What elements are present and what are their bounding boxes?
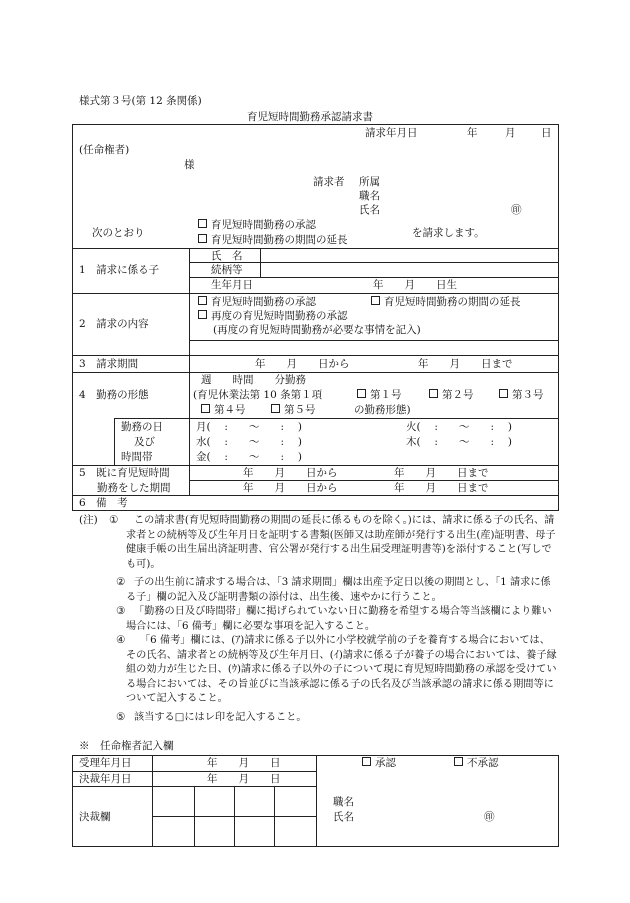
workdays-label-3: 時間帯 [121,451,153,463]
monday-hours: 月( : ～ : ) [196,421,302,433]
reapproval-note: (再度の育児短時間勤務が必要な事情を記入) [213,324,421,336]
form-type-4[interactable]: 第４号 [201,404,246,416]
workdays-label-2: 及び [134,436,155,448]
checkbox[interactable] [271,404,280,413]
form-type-2[interactable]: 第２号 [429,389,474,401]
job-title-label: 職名 [359,190,380,202]
checkbox[interactable] [362,757,371,766]
honorific-sama: 様 [184,159,195,171]
notes-prefix: (注) [79,514,98,526]
note-3-number: ③ [116,605,126,617]
form-title: 育児短時間勤務承認請求書 [247,111,373,123]
disapprove-option[interactable]: 不承認 [454,757,499,769]
note-1: この請求書(育児短時間勤務の期間の延長に係るものを除く。)には、請求に係る子の氏名、請求者との続柄等及び生年月日を証明する書類(医師又は助産師が発行する出生(産)証明書、母子健康手帳の出生届出済証明書、官公署が発行する出生届受理証明書等)を添付すること(写しでも可)。 [126,515,556,570]
received-date-value: 年 月 日 [207,757,281,769]
checkbox[interactable] [198,234,207,243]
wednesday-hours: 水( : ～ : ) [196,436,302,448]
name-label: 氏名 [359,204,380,216]
note-5-number: ⑤ [116,711,126,723]
admin-heading: ※ 任命権者記入欄 [79,740,174,752]
approval-column-label: 決裁欄 [79,811,111,823]
section-6-label: 6 備 考 [79,497,128,509]
note-3: 「勤務の日及び時間帯」欄に掲げられていない日に勤務を希望する場合等当該欄により難い場合には、「6 備考」欄に必要な事項を記入すること。 [126,606,552,632]
section-5-label-2: 勤務をした期間 [97,482,171,494]
request-date-day: 日 [541,127,552,139]
request-date-label: 請求年月日 [365,127,418,139]
friday-hours: 金( : ～ : ) [196,451,302,463]
checkbox[interactable] [198,219,207,228]
tuesday-hours: 火( : ～ : ) [406,421,512,433]
checkbox[interactable] [357,389,366,398]
checkbox[interactable] [429,389,438,398]
checkbox[interactable] [454,757,463,766]
section-3-label: 3 請求期間 [79,358,139,370]
affiliation-label: 所属 [359,176,380,188]
checkbox[interactable] [198,296,207,305]
request-date-year: 年 [467,127,478,139]
appointing-authority-label: (任命権者) [79,144,130,156]
child-birthdate-label: 生年月日 [211,279,253,291]
section-1-label: 1 請求に係る子 [79,264,160,276]
section-4-label: 4 勤務の形態 [79,389,149,401]
note-2-number: ② [116,576,126,588]
past-period-2-from: 年 月 日から [243,482,338,494]
seal-mark: ㊞ [511,204,522,216]
thursday-hours: 木( : ～ : ) [406,436,512,448]
received-date-label: 受理年月日 [79,757,132,769]
decision-date-value: 年 月 日 [207,773,281,785]
form-type-3[interactable]: 第３号 [499,389,544,401]
checkbox[interactable] [499,389,508,398]
section-5-label-1: 5 既に育児短時間 [79,467,170,479]
period-from: 年 月 日から [255,358,350,370]
note-2: 子の出生前に請求する場合は、「3 請求期間」欄は出産予定日以後の期間とし、「1 請求に係る子」欄の記入及び証明書類の添付は、出生後、速やかに行うこと。 [126,577,551,603]
as-follows-label: 次のとおり [92,227,145,239]
past-period-1-to: 年 月 日まで [394,467,489,479]
note-4: 「6 備考」欄には、(ｱ)請求に係る子以外に小学校就学前の子を養育する場合においては、その氏名、請求者との続柄等及び生年月日、(ｲ)請求に係る子が養子の場合においては、養子縁組の効力が生じた日、(ｳ)請求に係る子以外の子について現に育児短時間勤務の承認を受けている場合においては、その旨並びに当該承認に係る子の氏名及び当該承認の請求に係る期間等について記入すること。 [126,635,557,705]
child-birthdate-value: 年 月 日生 [373,279,457,291]
admin-seal-mark: ㊞ [484,811,495,823]
form-type-1[interactable]: 第１号 [357,389,402,401]
child-relation-label: 続柄等 [211,264,243,276]
law-reference: (育児休業法第 10 条第１項 [193,389,323,401]
content-option-extension[interactable]: 育児短時間勤務の期間の延長 [371,296,521,308]
requester-label: 請求者 [313,176,345,188]
past-period-1-from: 年 月 日から [243,467,338,479]
past-period-2-to: 年 月 日まで [394,482,489,494]
admin-name-label: 氏名 [333,811,354,823]
approve-option[interactable]: 承認 [362,757,396,769]
section-2-label: 2 請求の内容 [79,318,149,330]
checkbox[interactable] [201,404,210,413]
request-date-month: 月 [505,127,516,139]
request-statement: を請求します。 [412,227,485,239]
form-number: 様式第３号(第 12 条関係) [79,95,202,107]
header-option-approval[interactable]: 育児短時間勤務の承認 [198,219,316,231]
form-type-5[interactable]: 第５号 [271,404,316,416]
header-option-extension[interactable]: 育児短時間勤務の期間の延長 [198,234,348,246]
note-5: 該当する□にはレ印を記入すること。 [134,712,307,723]
workdays-label-1: 勤務の日 [121,421,163,433]
weekly-hours: 週 時間 分勤務 [201,374,306,386]
form-type-suffix: の勤務形態) [354,404,411,416]
note-4-number: ④ [116,634,126,646]
child-name-label: 氏 名 [211,250,243,262]
checkbox[interactable] [371,296,380,305]
admin-job-title-label: 職名 [333,796,354,808]
content-option-approval[interactable]: 育児短時間勤務の承認 [198,296,316,308]
note-1-number: ① [109,514,119,526]
checkbox[interactable] [198,310,207,319]
decision-date-label: 決裁年月日 [79,773,132,785]
period-to: 年 月 日まで [418,358,513,370]
content-option-reapproval[interactable]: 再度の育児短時間勤務の承認 [198,310,348,322]
